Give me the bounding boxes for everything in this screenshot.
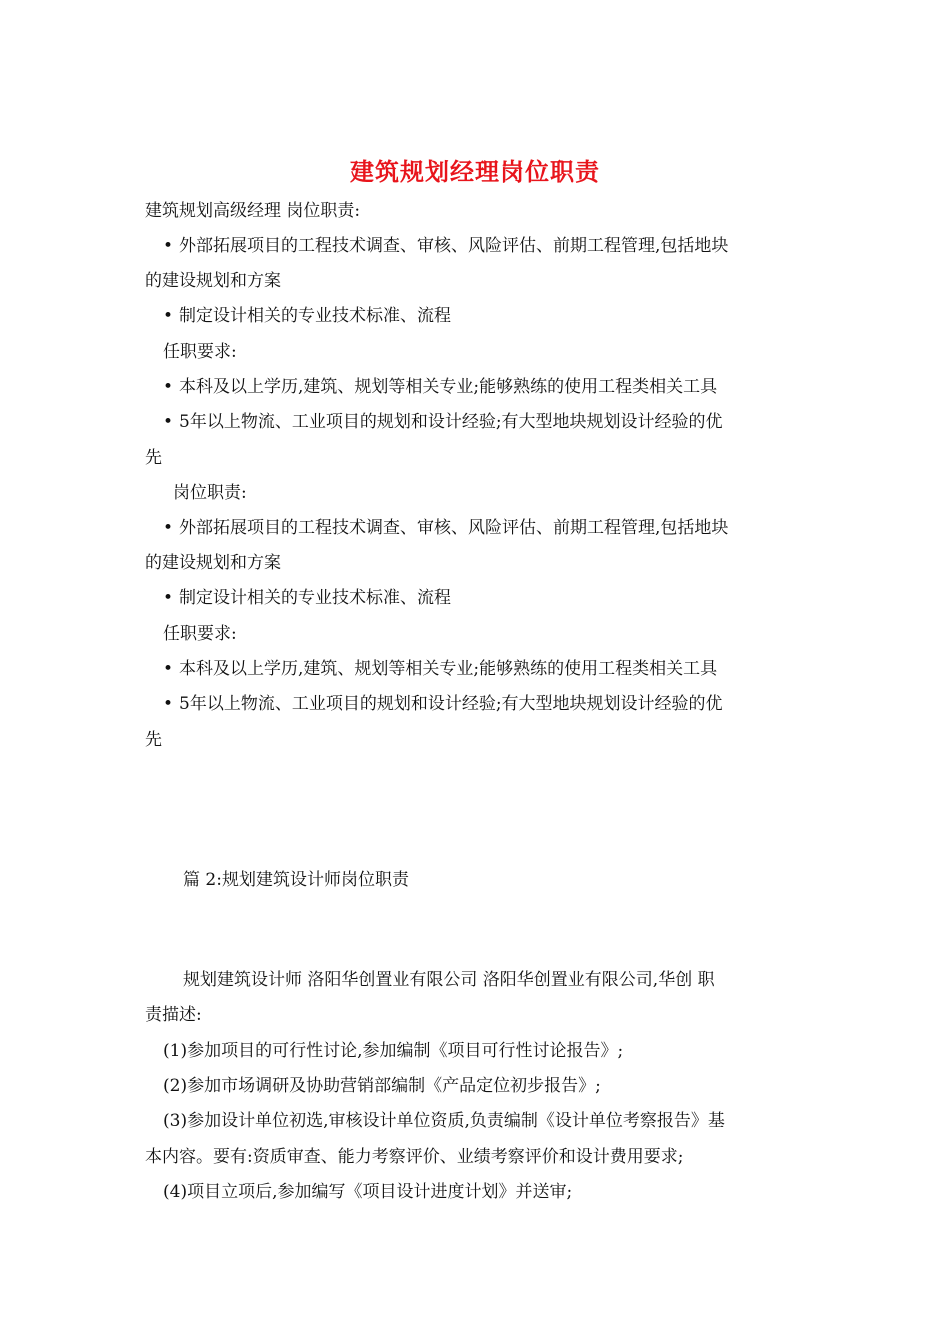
article2-company-line2: 责描述:	[145, 1005, 202, 1025]
section2-req-heading: 任职要求:	[163, 624, 237, 644]
section1-req1	[163, 376, 717, 398]
section1-req1-text: 本科及以上学历,建筑、规划等相关专业;能够熟练的使用工程类相关工具	[179, 377, 718, 397]
article2-item4: (4)项目立项后,参加编写《项目设计进度计划》并送审;	[163, 1182, 573, 1202]
bullet-icon: •	[163, 694, 174, 714]
section1-req2	[163, 411, 723, 433]
article2-item1: (1)参加项目的可行性讨论,参加编制《项目可行性讨论报告》;	[163, 1041, 624, 1061]
section1-duty1	[163, 235, 728, 257]
bullet-icon: •	[163, 659, 174, 679]
article2-heading: 篇 2:规划建筑设计师岗位职责	[183, 870, 409, 890]
section2-duty1-text: 外部拓展项目的工程技术调查、审核、风险评估、前期工程管理,包括地块	[179, 518, 729, 538]
article2-item3-cont: 本内容。要有:资质审查、能力考察评价、业绩考察评价和设计费用要求;	[145, 1147, 684, 1167]
section1-duty1-text: 外部拓展项目的工程技术调查、审核、风险评估、前期工程管理,包括地块	[179, 236, 729, 256]
section2-duty1-cont: 的建设规划和方案	[145, 553, 281, 573]
section1-req2-text: 5年以上物流、工业项目的规划和设计经验;有大型地块规划设计经验的优	[179, 412, 723, 432]
bullet-icon: •	[163, 236, 174, 256]
bullet-icon: •	[163, 377, 174, 397]
section2-heading: 岗位职责:	[173, 483, 247, 503]
section2-req1-text: 本科及以上学历,建筑、规划等相关专业;能够熟练的使用工程类相关工具	[179, 659, 718, 679]
section1-intro: 建筑规划高级经理 岗位职责:	[145, 201, 361, 221]
bullet-icon: •	[163, 412, 174, 432]
section1-duty1-cont: 的建设规划和方案	[145, 271, 281, 291]
article2-item3: (3)参加设计单位初选,审核设计单位资质,负责编制《设计单位考察报告》基	[163, 1111, 725, 1131]
section2-req2	[163, 693, 723, 715]
section1-req2-cont: 先	[145, 448, 162, 468]
bullet-icon: •	[163, 588, 174, 608]
section2-duty2-text: 制定设计相关的专业技术标准、流程	[179, 588, 451, 608]
section2-req2-text: 5年以上物流、工业项目的规划和设计经验;有大型地块规划设计经验的优	[179, 694, 723, 714]
section2-req1	[163, 658, 717, 680]
bullet-icon: •	[163, 518, 174, 538]
bullet-icon: •	[163, 306, 174, 326]
section1-duty2	[163, 305, 451, 327]
section2-duty2	[163, 587, 451, 609]
document-title: 建筑规划经理岗位职责	[350, 157, 600, 186]
article2-item2: (2)参加市场调研及协助营销部编制《产品定位初步报告》;	[163, 1076, 601, 1096]
section1-duty2-text: 制定设计相关的专业技术标准、流程	[179, 306, 451, 326]
section1-req-heading: 任职要求:	[163, 342, 237, 362]
section2-req2-cont: 先	[145, 730, 162, 750]
section2-duty1	[163, 517, 728, 539]
article2-company-line1: 规划建筑设计师 洛阳华创置业有限公司 洛阳华创置业有限公司,华创 职	[183, 970, 715, 990]
